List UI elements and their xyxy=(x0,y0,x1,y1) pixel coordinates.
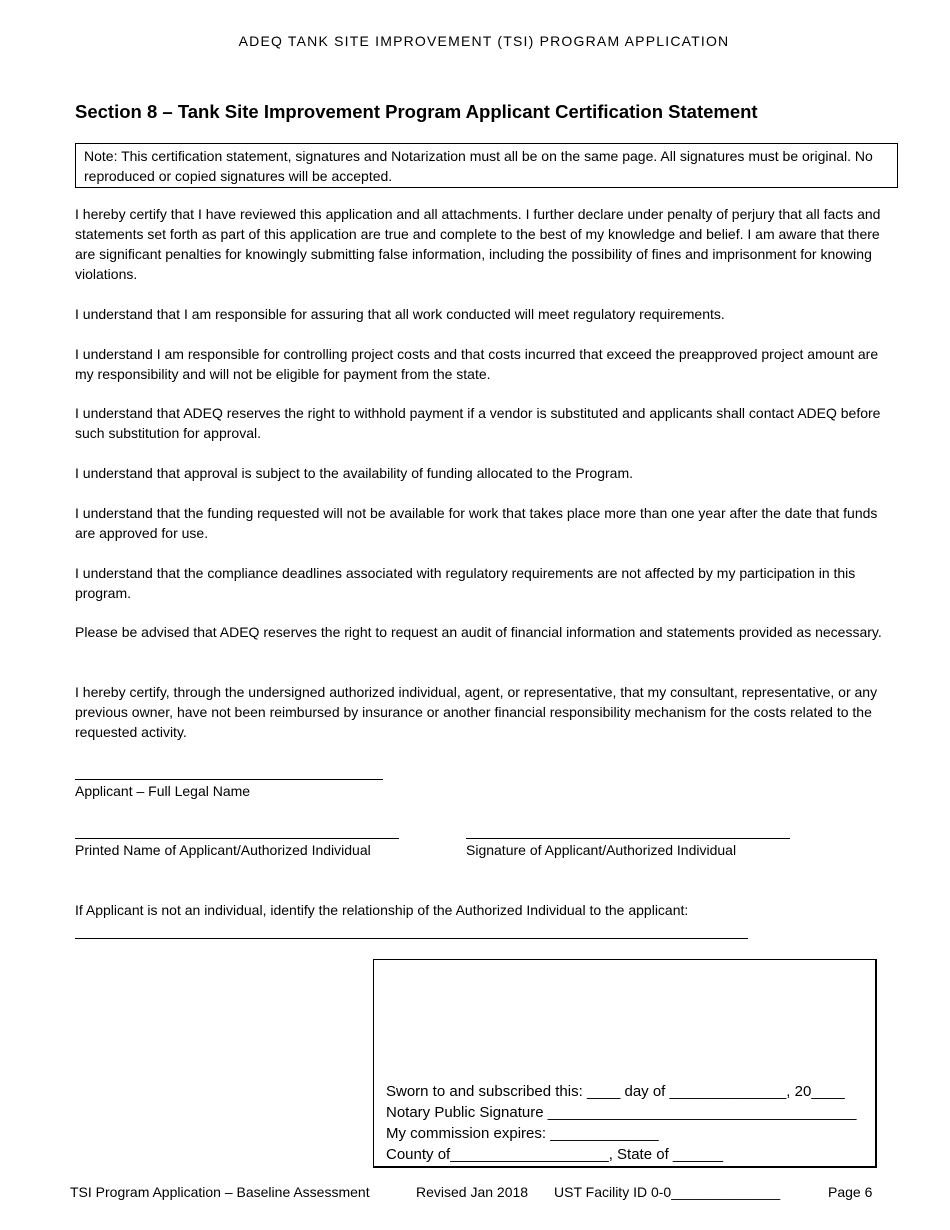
section-title: Section 8 – Tank Site Improvement Program Applicant Certification Statement xyxy=(75,101,758,122)
full-legal-name-label: Applicant – Full Legal Name xyxy=(75,783,251,799)
relationship-line[interactable] xyxy=(75,938,748,939)
county-state-line[interactable]: County of___________________, State of ______ xyxy=(386,1146,723,1163)
certification-paragraph: I hereby certify, through the undersigned authorized individual, agent, or representative, that my consultant, representative, or any previous owner, have not been reimbursed by insurance or another financial responsibility mechanism for the costs related to the requested activity. xyxy=(75,684,878,740)
note-box: Note: This certification statement, signatures and Notarization must all be on the same page. All signatures must be original. No reproduced or copied signatures will be accepted. xyxy=(75,143,898,188)
footer-doc-name: TSI Program Application – Baseline Assessment xyxy=(70,1184,370,1200)
full-legal-name-line[interactable] xyxy=(75,779,383,780)
signature-label: Signature of Applicant/Authorized Individual xyxy=(466,842,737,858)
commission-expires-line[interactable]: My commission expires: _____________ xyxy=(386,1125,659,1142)
certification-paragraph: I hereby certify that I have reviewed this application and all attachments. I further declare under penalty of perjury that all facts and statements set forth as part of this application are true and complete to the best of my knowledge and belief. I am aware that there are significant penalties for knowingly submitting false information, including the possibility of fines and imprisonment for knowing violations. xyxy=(75,206,881,282)
certification-paragraph: I understand that I am responsible for assuring that all work conducted will meet regulatory requirements. xyxy=(75,306,725,322)
certification-paragraph: I understand that approval is subject to the availability of funding allocated to the Program. xyxy=(75,465,634,481)
footer-facility-id: UST Facility ID 0-0______________ xyxy=(554,1184,781,1200)
certification-paragraph: Please be advised that ADEQ reserves the right to request an audit of financial information and statements provided as necessary. xyxy=(75,624,882,640)
notary-signature-line[interactable]: Notary Public Signature _____________________________________ xyxy=(386,1104,857,1121)
sworn-line[interactable]: Sworn to and subscribed this: ____ day of ______________, 20____ xyxy=(386,1083,845,1100)
footer-page-number: Page 6 xyxy=(828,1184,873,1200)
footer-revised: Revised Jan 2018 xyxy=(416,1184,529,1200)
printed-name-label: Printed Name of Applicant/Authorized Individual xyxy=(75,842,371,858)
page-header: ADEQ TANK SITE IMPROVEMENT (TSI) PROGRAM APPLICATION xyxy=(238,33,730,49)
notary-box xyxy=(373,959,877,1168)
certification-paragraph: I understand that the compliance deadlines associated with regulatory requirements are not affected by my participation in this program. xyxy=(75,565,856,601)
certification-paragraph: I understand that ADEQ reserves the right to withhold payment if a vendor is substituted and applicants shall contact ADEQ before such substitution for approval. xyxy=(75,405,881,441)
relationship-prompt: If Applicant is not an individual, identify the relationship of the Authorized Individual to the applicant: xyxy=(75,902,689,918)
notary-fields xyxy=(386,1081,856,1165)
certification-paragraph: I understand that the funding requested will not be available for work that takes place more than one year after the date that funds are approved for use. xyxy=(75,505,878,541)
printed-name-line[interactable] xyxy=(75,838,399,839)
signature-line[interactable] xyxy=(466,838,790,839)
certification-paragraph: I understand I am responsible for controlling project costs and that costs incurred that exceed the preapproved project amount are my responsibility and will not be eligible for payment from the state. xyxy=(75,346,879,382)
